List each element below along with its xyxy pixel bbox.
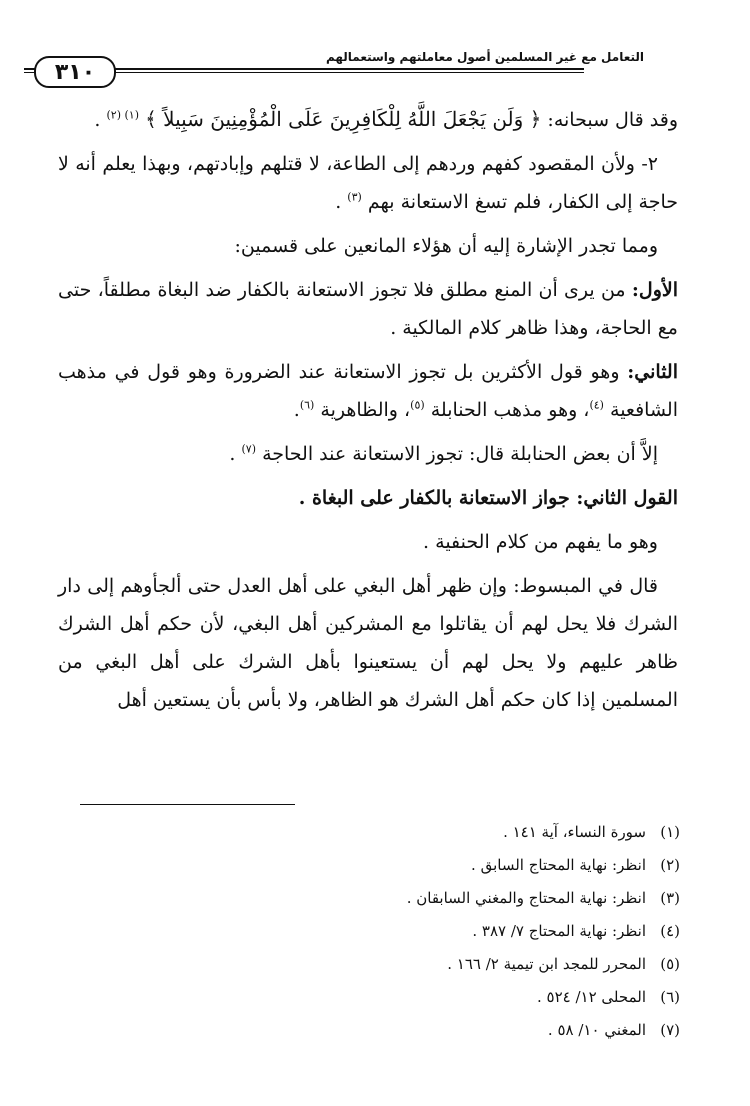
lead-text: وقد قال سبحانه: xyxy=(541,109,678,131)
footnote-item xyxy=(80,915,680,948)
footnote-number: (٦) xyxy=(660,988,680,1006)
footnote-text: انظر: نهاية المحتاج والمغني السابقان . xyxy=(406,889,646,907)
footnote-item xyxy=(80,882,680,915)
punct: . xyxy=(293,399,300,421)
running-title: التعامل مع غير المسلمين أصول معاملتهم واستعمالهم xyxy=(325,50,644,64)
quran-verse: ﴿ وَلَن يَجْعَلَ اللَّهُ لِلْكَافِرِينَ عَلَى الْمُؤْمِنِينَ سَبِيلاً ﴾ xyxy=(145,107,542,131)
paragraph-intro: ومما تجدر الإشارة إليه أن هؤلاء المانعين على قسمين: xyxy=(234,235,658,257)
footnote-text: سورة النساء، آية ١٤١ . xyxy=(503,823,646,841)
label-first: الأول: xyxy=(631,279,678,301)
paragraph-text: وهو قول الأكثرين بل تجوز الاستعانة عند الضرورة وهو قول في مذهب الشافعية xyxy=(58,361,678,421)
paragraph-text: ٢- ولأن المقصود كفهم وردهم إلى الطاعة، لا قتلهم وإبادتهم، وبهذا يعلم أنه لا حاجة إلى الكفار، فلم تسغ الاستعانة بهم xyxy=(58,153,678,213)
paragraph-second xyxy=(58,353,678,429)
footnote-number: (٣) xyxy=(660,889,680,907)
footnote-ref: (٧) xyxy=(241,442,257,456)
footnote-text: المحلى ١٢/ ٥٢٤ . xyxy=(536,988,646,1006)
footnote-ref: (٤) xyxy=(589,398,604,412)
footnote-text: المحرر للمجد ابن تيمية ٢/ ١٦٦ . xyxy=(447,955,646,973)
footnote-item xyxy=(80,1014,680,1047)
footnote-number: (٤) xyxy=(660,922,680,940)
paragraph-text: من يرى أن المنع مطلق فلا تجوز الاستعانة بالكفار ضد البغاة مطلقاً، حتى مع الحاجة، وهذا ظاهر كلام المالكية . xyxy=(58,279,678,339)
footnote-item xyxy=(80,981,680,1014)
paragraph-hanafi: وهو ما يفهم من كلام الحنفية . xyxy=(423,531,658,553)
footnotes xyxy=(80,816,680,1047)
paragraph-mabsut-quote: قال في المبسوط: وإن ظهر أهل البغي على أهل العدل حتى ألجأوهم إلى دار الشرك فلا يحل لهم أن يقاتلوا مع المشركين أهل البغي، لأن حكم أهل الشرك ظاهر عليهم ولا يحل لهم أن يستعينوا بأهل الشرك على أهل البغي من المسلمين إذا كان حكم أهل الشرك هو الظاهر، ولا بأس بأن يستعين أهل xyxy=(58,575,678,711)
footnote-item xyxy=(80,948,680,981)
footnote-number: (٢) xyxy=(660,856,680,874)
footnote-text: انظر: نهاية المحتاج ٧/ ٣٨٧ . xyxy=(472,922,646,940)
paragraph-verse xyxy=(58,100,678,139)
page-number: ٣١٠ xyxy=(34,56,116,88)
paragraph-text: ، وهو مذهب الحنابلة xyxy=(430,399,590,421)
punct: . xyxy=(94,109,107,131)
footnote-item xyxy=(80,816,680,849)
punct: . xyxy=(229,443,242,465)
footnote-divider xyxy=(80,804,295,805)
footnote-ref: (٦) xyxy=(299,398,315,412)
footnote-number: (٥) xyxy=(660,955,680,973)
paragraph-exception xyxy=(58,435,678,473)
footnote-ref: (٣) xyxy=(347,190,362,204)
paragraph-first xyxy=(58,271,678,347)
footnote-number: (٧) xyxy=(660,1021,680,1039)
footnote-text: انظر: نهاية المحتاج السابق . xyxy=(471,856,646,874)
footnote-text: المغني ١٠/ ٥٨ . xyxy=(547,1021,646,1039)
footnote-ref: (٥) xyxy=(410,398,425,412)
label-second: الثاني: xyxy=(627,361,678,383)
page-header xyxy=(24,44,694,96)
paragraph-text: ، والظاهرية xyxy=(320,399,411,421)
footnote-number: (١) xyxy=(660,823,680,841)
section-heading: القول الثاني: جواز الاستعانة بالكفار على البغاة . xyxy=(298,487,678,509)
paragraph-text: إلاَّ أن بعض الحنابلة قال: تجوز الاستعانة عند الحاجة xyxy=(262,443,658,465)
main-text xyxy=(58,100,678,725)
footnote-ref: (١) (٢) xyxy=(106,108,140,122)
footnote-item xyxy=(80,849,680,882)
paragraph-reason-2 xyxy=(58,145,678,221)
punct: . xyxy=(335,191,348,213)
